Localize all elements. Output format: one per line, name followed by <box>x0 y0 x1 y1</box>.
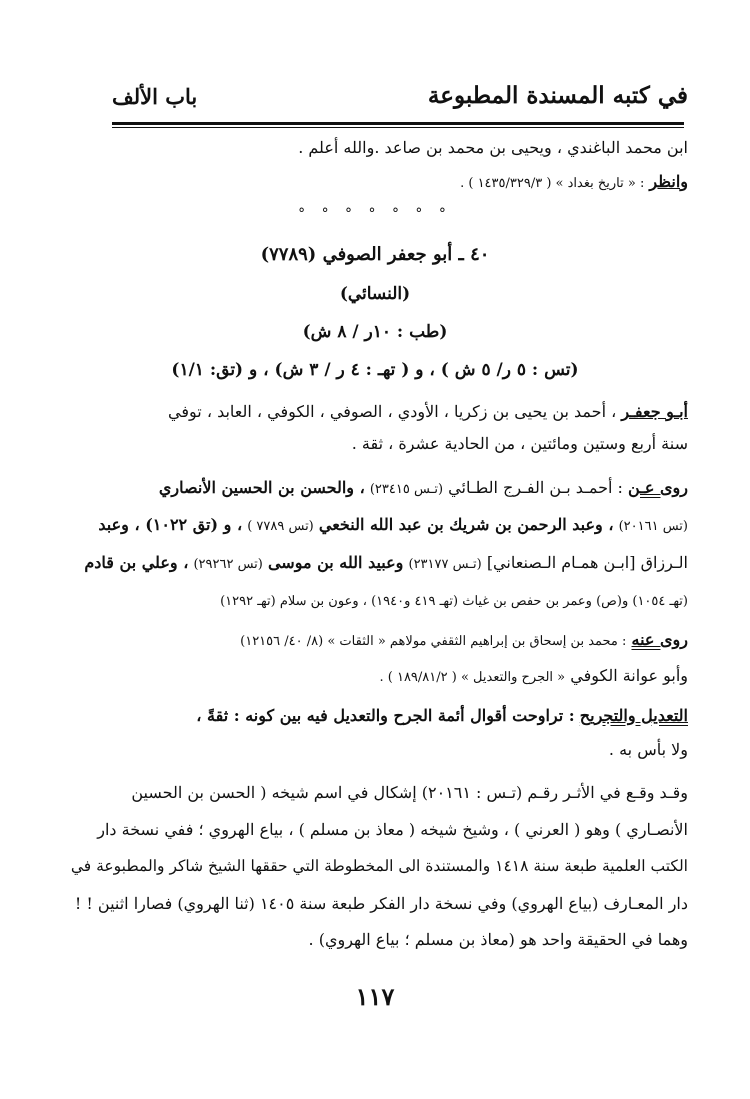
section-separator: ° ° ° ° ° ° ° <box>298 206 452 222</box>
narrated-by-label: روى عنه <box>631 630 688 649</box>
header-rule-thin <box>112 127 684 128</box>
see-also-line <box>62 172 688 191</box>
note-line-3: الكتب العلمية طبعة سنة ١٤١٨ والمستندة الى المخطوطة التي حققها الشيخ شاكر والمطبوعة في <box>70 857 688 875</box>
grading-label: التعديل والتجريح <box>579 706 688 725</box>
bio-line-2: سنة أربع وستين ومائتين ، من الحادية عشرة ، ثقة . <box>351 434 688 453</box>
entry-nisba: (النسائي) <box>339 284 411 304</box>
note-line-1: وقـد وقـع في الأثـر رقـم (تـس : ٢٠١٦١) إشكال في اسم شيخه ( الحسن بن الحسين <box>131 783 688 802</box>
grading-line-1: التعديل والتجريح : تراوحت أقوال أئمة الجرح والتعديل فيه بين كونه : ثقةً ، <box>196 706 688 725</box>
continued-text-line: ابن محمد الباغندي ، ويحيى بن محمد بن صاعد .والله أعلم . <box>298 138 688 157</box>
see-also-reference: : « تاريخ بغداد » ( ١٤٣٥/٣٢٩/٣ ) . <box>460 176 645 191</box>
bio-name: أبـو جعفـر <box>621 402 688 421</box>
running-header-title: في كتبه المسندة المطبوعة <box>427 82 688 109</box>
see-also-label: وانظر <box>649 172 688 191</box>
page-number: ١١٧ <box>355 982 395 1011</box>
entry-tabaqa: (طب : ١٠ر / ٨ ش) <box>302 322 448 342</box>
header-rule-thick <box>112 122 684 125</box>
note-line-4: دار المعـارف (بياع الهروي) وفي نسخة دار الفكر طبعة سنة ١٤٠٥ (ثنا الهروي) فصارا اثنين ! ! <box>74 894 688 913</box>
running-header-chapter: باب الألف <box>112 84 198 109</box>
note-line-2: الأنصـاري ) وهو ( العرني ) ، وشيخ شيخه ( معاذ بن مسلم ) ، بياع الهروي ؛ ففي نسخة دار <box>97 820 688 839</box>
narrated-by-line-1: روى عنه : محمد بن إسحاق بن إبراهيم الثقفي مولاهم « الثقات » (٨/ ٤٠/ ١٢١٥٦) <box>240 630 688 649</box>
entry-heading: ٤٠ ـ أبو جعفر الصوفي (٧٧٨٩) <box>260 244 490 265</box>
narrated-from-line-4: (تهـ ١٠٥٤) و(ص) وعمر بن حفص بن غياث (تهـ ٤١٩ و١٩٤٠) ، وعون بن سلام (تهـ ١٢٩٢) <box>220 594 688 609</box>
note-line-5: وهما في الحقيقة واحد هو (معاذ بن مسلم ؛ بياع الهروي) . <box>308 930 688 949</box>
narrated-by-line-2: وأبو عوانة الكوفي « الجرح والتعديل » ( ١٨٩/٨١/٢ ) . <box>379 666 688 685</box>
narrated-from-line-3: الـرزاق [ابـن همـام الـصنعاني] (تـس ٢٣١٧٧) وعبيد الله بن موسى (تس ٢٩٢٦٢) ، وعلي بن قادم <box>84 553 688 572</box>
narrated-from-line-2: (تس ٢٠١٦١) ، وعبد الرحمن بن شريك بن عبد الله النخعي (تس ٧٧٨٩ ) ، و (تق ١٠٢٢) ، وعبد <box>98 515 688 534</box>
entry-codes: (تس : ٥ ر/ ٥ ش ) ، و ( تهـ : ٤ ر / ٣ ش) ، و (تق: ١/١) <box>171 360 579 380</box>
grading-line-2: ولا بأس به . <box>608 740 688 759</box>
bio-line-1: أبـو جعفـر ، أحمد بن يحيى بن زكريا ، الأودي ، الصوفي ، الكوفي ، العابد ، توفي <box>168 402 688 421</box>
narrated-from-line-1: روى عـن : أحمـد بـن الفـرج الطـائي (تـس ٢٣٤١٥) ، والحسن بن الحسين الأنصاري <box>158 478 688 497</box>
narrated-from-label: روى عـن <box>628 478 688 497</box>
